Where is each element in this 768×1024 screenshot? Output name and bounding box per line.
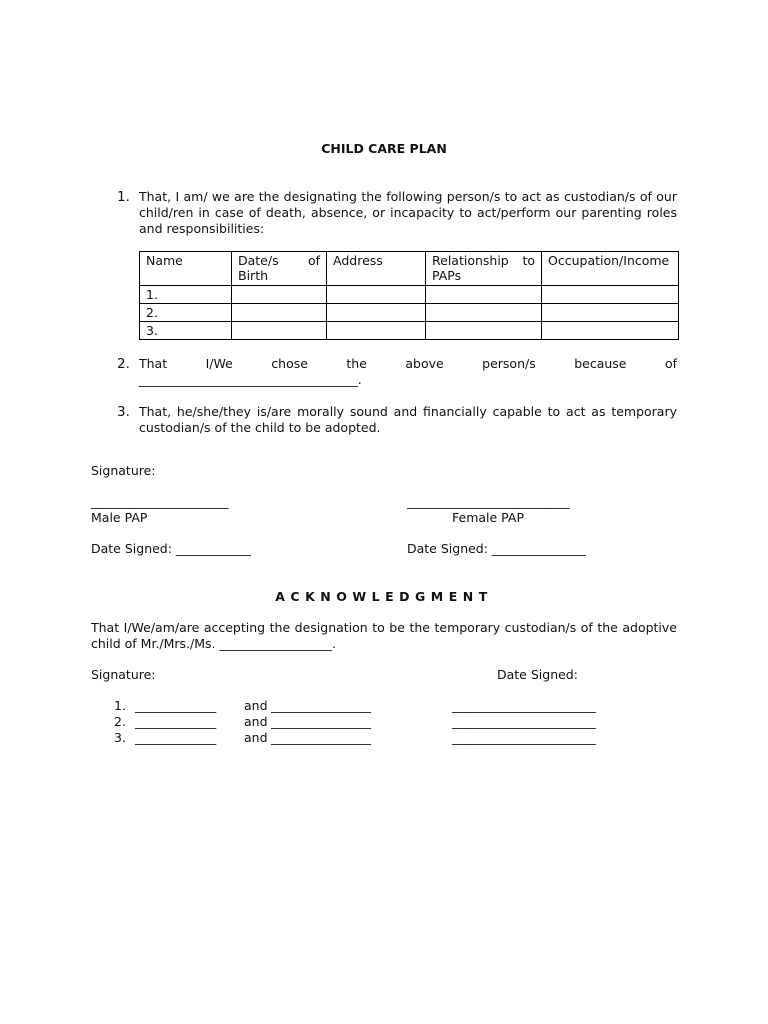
table-cell xyxy=(426,322,542,340)
table-cell xyxy=(232,286,327,304)
table-cell xyxy=(327,286,426,304)
item-2-text: That I/We chose the above person/s because of xyxy=(139,356,677,371)
female-pap-label: Female PAP xyxy=(452,510,524,525)
document-title: CHILD CARE PLAN xyxy=(321,141,447,156)
item-1-text: That, I am/ we are the designating the following person/s to act as custodian/s of our child/ren in case of death, absence, or incapacity to act/perform our parenting roles and responsibilities: xyxy=(139,189,677,236)
ack-row-number: 3. xyxy=(114,730,126,745)
table-row xyxy=(140,322,679,340)
header-dob: Date/s of Birth xyxy=(232,252,327,286)
ack-row-line-2: ________________ xyxy=(271,698,371,713)
item-3-number: 3. xyxy=(117,404,130,420)
table-header-row xyxy=(140,252,679,286)
row-number: 2. xyxy=(140,304,232,322)
table-cell xyxy=(327,304,426,322)
table-cell xyxy=(426,304,542,322)
ack-date-signed-label: Date Signed: xyxy=(497,667,578,682)
female-date-signed: Date Signed: _______________ xyxy=(407,541,586,556)
table-cell xyxy=(232,322,327,340)
acknowledgment-title: ACKNOWLEDGMENT xyxy=(275,589,493,604)
acknowledgment-text: That I/We/am/are accepting the designation to be the temporary custodian/s of the adoptive child of Mr./Mrs./Ms. __________________. xyxy=(91,620,677,651)
item-2-number: 2. xyxy=(117,356,130,372)
table-cell xyxy=(426,286,542,304)
ack-row-line-1: _____________ xyxy=(135,714,217,729)
table-cell xyxy=(542,286,679,304)
male-pap-label: Male PAP xyxy=(91,510,148,525)
item-3-text: That, he/she/they is/are morally sound and financially capable to act as temporary custodian/s of the child to be adopted. xyxy=(139,404,677,435)
signature-label: Signature: xyxy=(91,463,156,478)
header-relationship: Relationship to PAPs xyxy=(426,252,542,286)
ack-row-and: and xyxy=(244,698,268,713)
ack-row-line-2: ________________ xyxy=(271,714,371,729)
table-cell xyxy=(232,304,327,322)
custodian-table xyxy=(139,251,679,340)
male-date-signed: Date Signed: ____________ xyxy=(91,541,251,556)
item-1-number: 1. xyxy=(117,189,130,205)
row-number: 3. xyxy=(140,322,232,340)
row-number: 1. xyxy=(140,286,232,304)
header-address: Address xyxy=(327,252,426,286)
ack-row-and: and xyxy=(244,714,268,729)
female-pap-signature-line: __________________________ xyxy=(407,494,570,509)
ack-row-line-1: _____________ xyxy=(135,730,217,745)
table-cell xyxy=(542,322,679,340)
ack-row-number: 1. xyxy=(114,698,126,713)
table-row xyxy=(140,286,679,304)
header-occupation: Occupation/Income xyxy=(542,252,679,286)
table-cell xyxy=(542,304,679,322)
header-name: Name xyxy=(140,252,232,286)
ack-row-line-2: ________________ xyxy=(271,730,371,745)
ack-row-date-line: _______________________ xyxy=(452,730,596,745)
male-pap-signature-line: ______________________ xyxy=(91,494,229,509)
ack-row-date-line: _______________________ xyxy=(452,714,596,729)
item-2-blank: ___________________________________. xyxy=(139,372,362,387)
ack-row-line-1: _____________ xyxy=(135,698,217,713)
ack-signature-label: Signature: xyxy=(91,667,156,682)
table-row xyxy=(140,304,679,322)
table-cell xyxy=(327,322,426,340)
ack-row-date-line: _______________________ xyxy=(452,698,596,713)
ack-row-and: and xyxy=(244,730,268,745)
ack-row-number: 2. xyxy=(114,714,126,729)
